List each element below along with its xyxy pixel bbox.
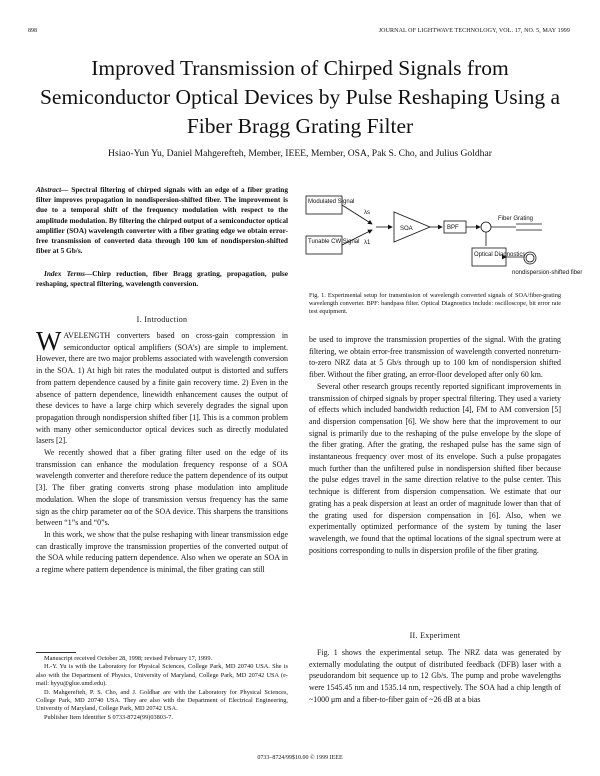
- label-tunable-cw: Tunable CW Signal: [308, 239, 360, 245]
- label-lambda-s: λs: [364, 210, 370, 216]
- abstract-lead: Abstract—: [36, 185, 69, 194]
- footnote-author-1: H.-Y. Yu is with the Laboratory for Physical Sciences, College Park, MD 20740 USA. She is also with the Department of Physics, University of Maryland, College Park, MD 20742 USA (e-mail: hyyu@glue.umd.edu).: [36, 663, 288, 688]
- experiment-body: [309, 647, 561, 706]
- label-soa: SOA: [400, 226, 413, 232]
- label-nondispersion-fiber: nondispersion-shifted fiber: [512, 270, 583, 276]
- page-number: 898: [28, 28, 37, 34]
- section-heading-experiment: II. Experiment: [409, 631, 461, 640]
- footnote-manuscript: Manuscript received October 28, 1998; revised February 17, 1999.: [44, 655, 213, 662]
- label-optical-diagnostics: Optical Diagnostics: [474, 252, 526, 258]
- right-column-body: [309, 334, 561, 556]
- experiment-paragraph-1: Fig. 1 shows the experimental setup. The NRZ data was generated by externally modulating the output of distributed feedback (DFB) laser with a pseudorandom bit sequence up to 12 Gb/s. The pump and probe wavelengths were 1545.45 nm and 1535.14 nm, respectively. The SOA had a chip length of ~1000 μm and a fiber-to-fiber gain of ~26 dB at a bias: [309, 648, 561, 704]
- figure-1-caption: Fig. 1. Experimental setup for transmission of wavelength converted signals of SOA/fiber-grating wavelength converter. BPF: bandpass filter. Optical Diagnostics include: oscilloscope, bit error rate test equipment.: [309, 292, 561, 316]
- figure-1-setup-diagram: [302, 184, 583, 288]
- label-bpf: BPF: [447, 225, 459, 231]
- section-heading-introduction: I. Introduction: [136, 315, 188, 324]
- index-terms: [36, 269, 288, 289]
- footnote-rule: [36, 652, 76, 653]
- footnote-author-2: D. Mahgerefteh, P. S. Cho, and J. Goldhar are with the Laboratory for Physical Sciences, College Park, MD 20740 USA. They are also with the Department of Electrical Engineering, University of Maryland, College Park, MD 20742 USA.: [36, 688, 288, 713]
- journal-header: JOURNAL OF LIGHTWAVE TECHNOLOGY, VOL. 17, NO. 5, MAY 1999: [378, 28, 570, 34]
- introduction-body: [36, 326, 288, 576]
- index-terms-text: Chirp reduction, fiber Bragg grating, propagation, pulse reshaping, spectral filtering, wavelength conversion.: [36, 269, 289, 289]
- label-modulated-signal: Modulated Signal: [308, 199, 355, 205]
- footnotes: [36, 655, 288, 722]
- intro-paragraph-1: [36, 326, 288, 447]
- drop-cap: W: [36, 326, 62, 356]
- intro-paragraph-3: In this work, we show that the pulse reshaping with linear transmission edge can drastically improve the transmission properties of the converted output of the SOA while reducing pattern dependence. Also when we operate an SOA in a regime where pattern dependence is minimal, the fiber grating can still: [36, 529, 288, 575]
- label-fiber-grating: Fiber Grating: [498, 216, 534, 222]
- copyright-footer: 0733–8724/99$10.00 © 1999 IEEE: [257, 755, 343, 761]
- footnote-publisher-id: Publisher Item Identifier S 0733-8724(99)03803-7.: [44, 713, 173, 721]
- abstract-text: Spectral filtering of chirped signals with an edge of a fiber grating filter improves propagation in nondispersion-shifted fiber. The improvement is due to a temporal shift of the frequency modulation with respect to the amplitude modulation. By filtering the chirped output of a semiconductor optical amplifier (SOA) wavelength converter with a fiber grating edge we obtain error-free transmission of converted data through 100 km of nondispersion-shifted fiber at 5 Gb/s.: [36, 185, 288, 256]
- intro-paragraph-1-text: AVELENGTH converters based on cross-gain compression in semiconductor optical amplifiers (SOA’s) are simple to implement. However, there are two major problems associated with wavelength conversion in the SOA. 1) At high bit rates the modulated output is distorted and suffers from pattern dependence caused by a finite gain recovery time. 2) Even in the absence of pattern dependence, linewidth enhancement causes the output of these devices to have a large chirp which severely degrades the signal upon propagation through nondispersion shifted fiber [1]. This is a common problem with many other semiconductor optical devices such as directly modulated lasers [2].: [36, 331, 288, 446]
- right-paragraph-2: Several other research groups recently reported significant improvements in transmission of chirped signals by proper spectral filtering. They used a variety of effects which included bandwidth reduction [4], FM to AM conversion [5] and dispersion compensation [6]. We show here that the improvement to our signal is primarily due to the reshaping of the pulse envelope by the slope of the fiber grating. After the grating, the reshaped pulse has the same sign of instantaneous frequency over most of its envelope. Such a pulse propagates much further than the unfiltered pulse in nondispersion shifted fiber because the pulse edges travel in the same direction relative to the pulse center. This technique is different from dispersion compensation. We estimate that our grating has a peak dispersion at least an order of magnitude lower than that of the grating used for dispersion compensation in [6]. Also, when we experimentally optimized performance of the system by tuning the laser wavelength, we found that the optimal locations of the signal spectrum were at positions corresponding to nulls in dispersion profile of the fiber grating.: [309, 381, 561, 555]
- paper-title: Improved Transmission of Chirped Signals from Semiconductor Optical Devices by Pulse Reshaping Using a Fiber Bragg Grating Filter: [39, 56, 561, 138]
- intro-paragraph-2: We recently showed that a fiber grating filter used on the edge of its transmission can enhance the modulation frequency response of a SOA wavelength converter and therefore reduce the pattern dependence of its output [3]. The fiber grating converts strong phase modulation into amplitude modulation. When the slope of transmission versus frequency has the same sign as the chirp parameter αα of the SOA device. This sharpens the transitions between “1”s and “0”s.: [36, 448, 288, 528]
- right-paragraph-1: be used to improve the transmission properties of the signal. With the grating filtering, we obtain error-free transmission of wavelength converted nonreturn-to-zero NRZ data at 5 Gb/s through up to 100 km of nondispersion shifted fiber. Without the fiber grating, an error-floor developed after only 60 km.: [309, 335, 561, 380]
- index-terms-lead: Index Terms—: [44, 269, 93, 278]
- abstract: [36, 185, 288, 256]
- label-lambda-c: λ1: [364, 240, 371, 246]
- author-list: Hsiao-Yun Yu, Daniel Mahgerefteh, Member, IEEE, Member, OSA, Pak S. Cho, and Julius Goldhar: [108, 148, 492, 159]
